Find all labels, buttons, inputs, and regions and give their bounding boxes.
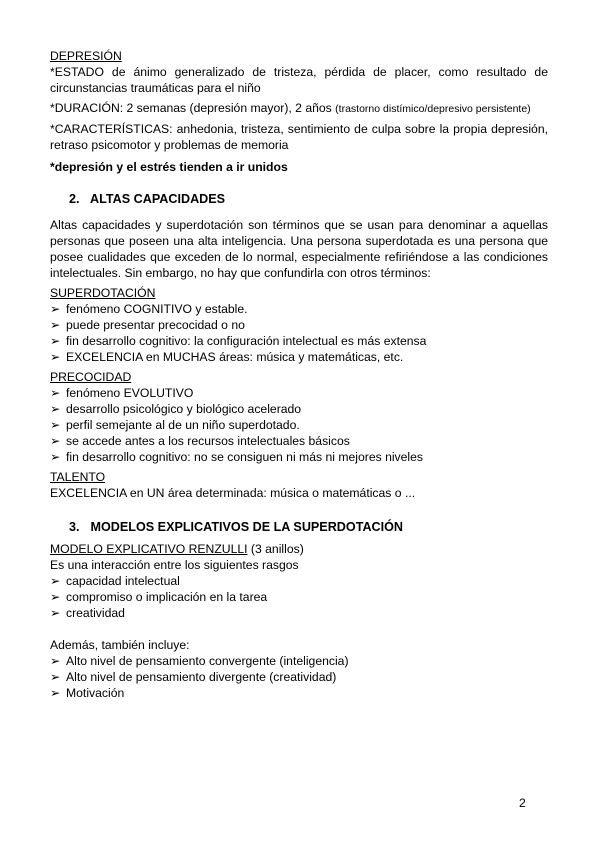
arrow-bullet-icon: ➢ <box>50 418 61 432</box>
list-item <box>50 317 548 333</box>
list-item <box>50 349 548 365</box>
list-item <box>50 385 548 401</box>
list-item-text: compromiso o implicación en la tarea <box>66 590 268 604</box>
talento-text: EXCELENCIA en UN área determinada: música o matemáticas o ... <box>50 486 416 500</box>
list-item <box>50 685 548 701</box>
list-item-text: desarrollo psicológico y biológico acelerado <box>66 402 302 416</box>
superdotacion-heading: SUPERDOTACIÓN <box>50 286 156 300</box>
depresion-heading: DEPRESIÓN <box>50 49 122 63</box>
list-item-text: Alto nivel de pensamiento convergente (inteligencia) <box>66 654 349 668</box>
arrow-bullet-icon: ➢ <box>50 654 61 668</box>
arrow-bullet-icon: ➢ <box>50 574 61 588</box>
list-item <box>50 573 548 589</box>
depresion-duracion-main: *DURACIÓN: 2 semanas (depresión mayor), 2 años <box>50 101 336 115</box>
list-item-text: puede presentar precocidad o no <box>66 318 245 332</box>
list-item <box>50 653 548 669</box>
section-3-title: MODELOS EXPLICATIVOS DE LA SUPERDOTACIÓN <box>90 520 404 534</box>
renzulli-intro: Es una interacción entre los siguientes rasgos <box>50 558 299 572</box>
list-item-text: fenómeno EVOLUTIVO <box>66 386 194 400</box>
list-item-text: creatividad <box>66 606 125 620</box>
list-item-text: Motivación <box>66 686 125 700</box>
list-item <box>50 301 548 317</box>
depresion-estado: *ESTADO de ánimo generalizado de tristeza, pérdida de placer, como resultado de circunstancias traumáticas para el niño <box>50 65 548 95</box>
list-item-text: se accede antes a los recursos intelectuales básicos <box>66 434 350 448</box>
arrow-bullet-icon: ➢ <box>50 670 61 684</box>
page-content <box>50 48 548 701</box>
section-2-title: ALTAS CAPACIDADES <box>90 192 226 206</box>
arrow-bullet-icon: ➢ <box>50 386 61 400</box>
section-2-number: 2. <box>69 192 80 206</box>
depresion-duracion <box>50 100 548 117</box>
list-item <box>50 433 548 449</box>
page-number: 2 <box>519 796 526 810</box>
depresion-caracteristicas: *CARACTERÍSTICAS: anhedonia, tristeza, sentimiento de culpa sobre la propia depresión, retraso psicomotor y problemas de memoria <box>50 122 548 152</box>
depresion-nota: *depresión y el estrés tienden a ir unidos <box>50 160 288 174</box>
section-2-heading <box>50 191 548 207</box>
arrow-bullet-icon: ➢ <box>50 318 61 332</box>
list-item-text: perfil semejante al de un niño superdotado. <box>66 418 300 432</box>
arrow-bullet-icon: ➢ <box>50 334 61 348</box>
renzulli-heading <box>50 541 548 557</box>
arrow-bullet-icon: ➢ <box>50 450 61 464</box>
list-item <box>50 417 548 433</box>
arrow-bullet-icon: ➢ <box>50 402 61 416</box>
depresion-duracion-note: (trastorno distímico/depresivo persistente) <box>335 103 531 115</box>
ademas-list <box>50 653 548 701</box>
talento-heading: TALENTO <box>50 470 106 484</box>
renzulli-title: MODELO EXPLICATIVO RENZULLI <box>50 542 248 556</box>
list-item-text: EXCELENCIA en MUCHAS áreas: música y matemáticas, etc. <box>66 350 404 364</box>
ademas-text: Además, también incluye: <box>50 638 190 652</box>
arrow-bullet-icon: ➢ <box>50 302 61 316</box>
section-3-heading <box>50 519 548 535</box>
arrow-bullet-icon: ➢ <box>50 434 61 448</box>
list-item <box>50 449 548 465</box>
section-2-intro: Altas capacidades y superdotación son términos que se usan para denominar a aquellas personas que poseen una alta inteligencia. Una persona superdotada es una persona que posee cualidades que exceden de lo normal, especialmente refiriéndose a las condiciones intelectuales. Sin embargo, no hay que confundirla con otros términos: <box>50 218 548 280</box>
renzulli-suffix: (3 anillos) <box>247 542 304 556</box>
precocidad-heading: PRECOCIDAD <box>50 370 132 384</box>
precocidad-list <box>50 385 548 465</box>
list-item-text: fin desarrollo cognitivo: la configuración intelectual es más extensa <box>66 334 427 348</box>
list-item <box>50 401 548 417</box>
list-item <box>50 669 548 685</box>
list-item-text: fenómeno COGNITIVO y estable. <box>66 302 248 316</box>
list-item-text: capacidad intelectual <box>66 574 180 588</box>
list-item <box>50 589 548 605</box>
arrow-bullet-icon: ➢ <box>50 590 61 604</box>
arrow-bullet-icon: ➢ <box>50 606 61 620</box>
list-item <box>50 333 548 349</box>
renzulli-list <box>50 573 548 621</box>
list-item <box>50 605 548 621</box>
list-item-text: fin desarrollo cognitivo: no se consiguen ni más ni mejores niveles <box>66 450 424 464</box>
list-item-text: Alto nivel de pensamiento divergente (creatividad) <box>66 670 337 684</box>
arrow-bullet-icon: ➢ <box>50 686 61 700</box>
superdotacion-list <box>50 301 548 365</box>
arrow-bullet-icon: ➢ <box>50 350 61 364</box>
section-3-number: 3. <box>69 520 80 534</box>
